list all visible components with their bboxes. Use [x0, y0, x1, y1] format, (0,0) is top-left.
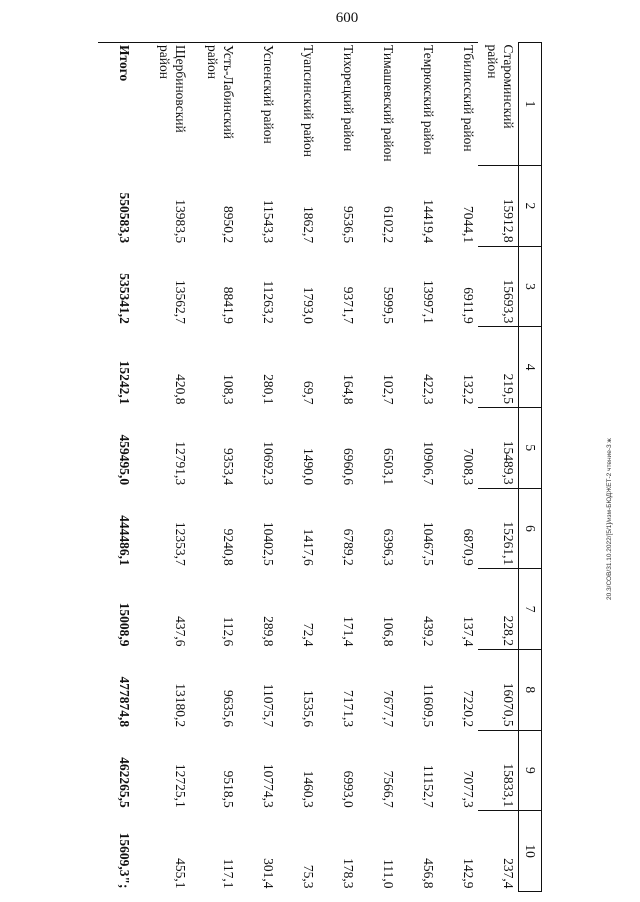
table-cell: 437,6	[173, 616, 189, 647]
district-name: Тихорецкий район	[319, 43, 359, 166]
total-cell: 444486,1	[117, 515, 133, 566]
table-cell: 6911,9	[461, 287, 477, 324]
table-row	[279, 43, 319, 892]
table-cell: 9536,5	[341, 206, 357, 244]
table-cell: 7008,3	[461, 448, 477, 486]
table-cell: 15833,1	[479, 730, 519, 811]
table-cell: 456,8	[421, 858, 437, 889]
table-cell: 13983,5	[173, 199, 189, 244]
district-name: Тимашевский район	[359, 43, 399, 166]
table-cell: 72,4	[301, 622, 317, 647]
total-row	[99, 43, 151, 892]
district-name: Темрюкский район	[399, 43, 439, 166]
district-name: Успенский район	[239, 43, 279, 166]
table-cell: 1862,7	[301, 206, 317, 244]
table-cell: 10692,3	[261, 441, 277, 486]
total-cell: 15242,1	[117, 360, 133, 405]
table-cell: 6993,0	[341, 770, 357, 808]
table-cell: 5999,5	[381, 286, 397, 324]
table-cell: 7171,3	[341, 689, 357, 728]
table-cell: 102,7	[381, 374, 397, 405]
table-cell: 132,2	[461, 374, 477, 405]
column-header: 7	[519, 569, 542, 650]
total-cell: 459495,0	[117, 434, 133, 486]
table-cell: 15912,8	[479, 166, 519, 247]
table-cell: 289,8	[261, 616, 277, 647]
table-cell: 237,4	[479, 811, 519, 892]
table-cell: 69,7	[301, 380, 317, 405]
column-header: 4	[519, 327, 542, 408]
table-cell: 9371,7	[341, 286, 357, 324]
table-cell: 6870,9	[461, 528, 477, 566]
table-cell: 10467,5	[421, 521, 437, 566]
table-cell: 13997,1	[421, 279, 437, 324]
table-row	[399, 43, 439, 892]
table-cell: 117,1	[221, 858, 237, 889]
table-cell: 280,1	[261, 374, 277, 405]
table-cell: 106,8	[381, 616, 397, 647]
column-header: 9	[519, 730, 542, 811]
table-cell: 1535,6	[301, 689, 317, 728]
table-cell: 11152,7	[421, 764, 437, 808]
table-cell: 13562,7	[173, 279, 189, 324]
table-cell: 219,5	[479, 327, 519, 408]
column-header: 3	[519, 246, 542, 327]
table-cell: 10774,3	[261, 763, 277, 808]
table-cell: 439,2	[421, 616, 437, 647]
table-cell: 7044,1	[461, 206, 477, 244]
footer-document-code: 20.3/СОВ/31.10.2022/[5/1]/изм-БЮДЖЕТ-2 чтение-3 ж	[606, 438, 613, 600]
total-cell: 15008,9	[117, 602, 133, 647]
column-header: 10	[519, 811, 542, 892]
table-cell: 16070,5	[479, 649, 519, 730]
district-name: Староминский район	[485, 44, 516, 129]
table-cell: 12791,3	[173, 441, 189, 486]
table-cell: 7566,7	[381, 770, 397, 808]
table-cell: 422,3	[421, 374, 437, 405]
budget-table-container	[112, 42, 542, 892]
table-cell: 7077,3	[461, 770, 477, 808]
total-cell: 462265,5	[117, 757, 133, 808]
table-row	[151, 43, 191, 892]
table-cell: 7677,7	[381, 689, 397, 728]
table-cell: 10906,7	[421, 441, 437, 486]
table-cell: 7220,2	[461, 689, 477, 728]
table-cell: 164,8	[341, 374, 357, 405]
district-name: Щербиновский район	[151, 43, 191, 166]
table-cell: 11609,5	[421, 683, 437, 728]
column-header: 6	[519, 488, 542, 569]
total-cell: 535341,2	[117, 273, 133, 324]
table-cell: 111,0	[381, 859, 397, 889]
table-row	[319, 43, 359, 892]
table-cell: 75,3	[301, 864, 317, 889]
table-cell: 137,4	[461, 616, 477, 647]
table-cell: 6503,1	[381, 448, 397, 486]
table-cell: 6396,3	[381, 528, 397, 566]
district-name: Усть-Лабинский район	[191, 43, 239, 166]
table-cell: 11543,3	[261, 199, 277, 244]
total-cell: 15609,3";	[117, 832, 133, 889]
table-cell: 11075,7	[261, 683, 277, 728]
table-row	[439, 43, 479, 892]
table-cell: 12353,7	[173, 521, 189, 566]
table-cell: 9353,4	[221, 448, 237, 486]
table-cell: 455,1	[173, 858, 189, 889]
table-cell: 9635,6	[221, 689, 237, 728]
table-header-row	[519, 43, 542, 892]
table-cell: 6960,6	[341, 448, 357, 486]
table-cell: 8841,9	[221, 286, 237, 324]
column-header: 8	[519, 649, 542, 730]
table-cell: 6789,2	[341, 528, 357, 566]
table-row	[359, 43, 399, 892]
table-cell: 108,3	[221, 374, 237, 405]
table-cell: 142,9	[461, 858, 477, 889]
table-cell: 8950,2	[221, 206, 237, 244]
table-cell: 14419,4	[421, 199, 437, 244]
table-cell: 9518,5	[221, 770, 237, 808]
table-cell: 6102,2	[381, 206, 397, 244]
table-cell: 11263,2	[261, 280, 277, 324]
table-cell: 13180,2	[173, 683, 189, 728]
district-name: Туапсинский район	[279, 43, 319, 166]
table-cell: 301,4	[261, 858, 277, 889]
table-cell: 12725,1	[173, 763, 189, 808]
budget-table	[99, 42, 543, 892]
table-cell: 9240,8	[221, 528, 237, 566]
table-cell: 178,3	[341, 858, 357, 889]
column-header: 5	[519, 407, 542, 488]
table-row	[479, 43, 519, 892]
table-cell: 420,8	[173, 374, 189, 405]
table-cell: 1490,0	[301, 448, 317, 486]
total-label: Итого	[99, 43, 151, 166]
district-name: Тбилисский район	[439, 43, 479, 166]
table-cell: 112,6	[221, 616, 237, 647]
table-cell: 15489,3	[479, 407, 519, 488]
table-cell: 1793,0	[301, 286, 317, 324]
total-cell: 477874,8	[117, 676, 133, 728]
table-cell: 171,4	[341, 616, 357, 647]
total-cell: 550583,3	[117, 192, 133, 244]
column-header: 2	[519, 166, 542, 247]
table-cell: 15261,1	[479, 488, 519, 569]
table-cell: 1417,6	[301, 528, 317, 566]
table-row	[191, 43, 239, 892]
table-cell: 15693,3	[479, 246, 519, 327]
table-cell: 1460,3	[301, 770, 317, 808]
table-cell: 228,2	[479, 569, 519, 650]
table-cell: 10402,5	[261, 521, 277, 566]
page-number: 600	[335, 10, 359, 26]
table-row	[239, 43, 279, 892]
column-header: 1	[519, 43, 542, 166]
